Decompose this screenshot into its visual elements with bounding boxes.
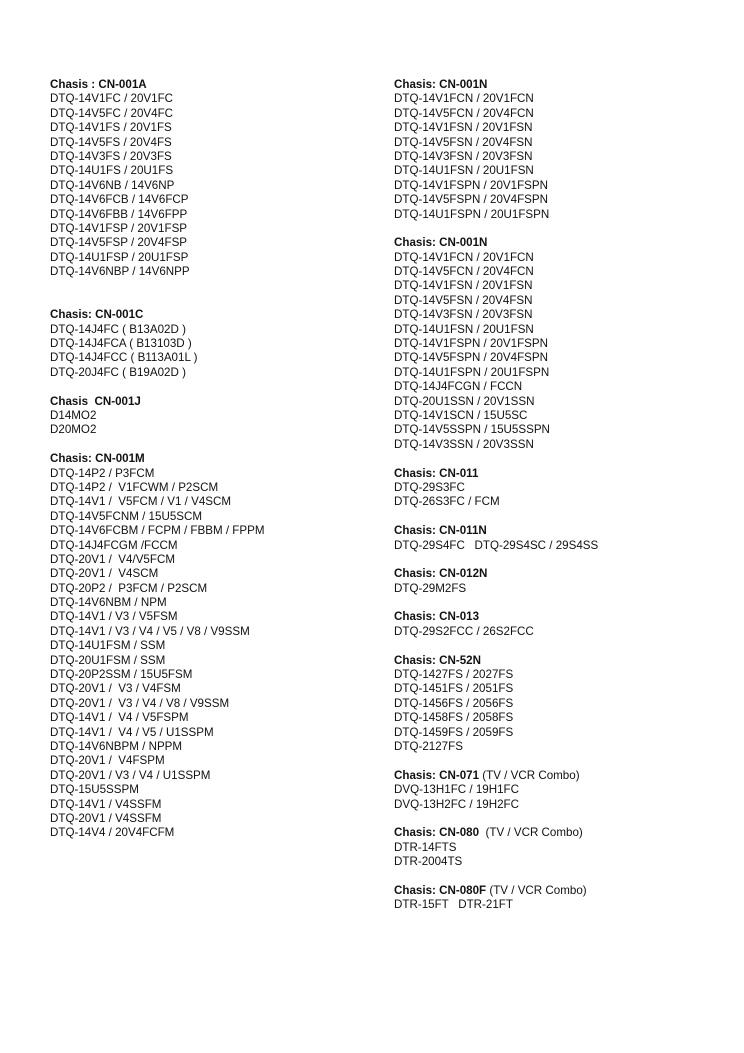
model-line: DTQ-14V1FSPN / 20V1FSPN <box>394 178 548 192</box>
chassis-section <box>394 78 734 222</box>
chassis-note: (TV / VCR Combo) <box>479 826 583 840</box>
model-line: DTQ-14V1FSP / 20V1FSP <box>50 221 188 235</box>
model-line: DTQ-14V5FCNM / 15U5SCM <box>50 509 203 523</box>
chassis-section <box>394 567 734 596</box>
model-line: DTQ-14U1FS / 20U1FS <box>50 164 174 178</box>
model-line: DTQ-14V1 / V4 / V5FSPM <box>50 711 189 725</box>
model-line: DTQ-14V6FCBM / FCPM / FBBM / FPPM <box>50 524 265 538</box>
model-line: DTQ-14V1FCN / 20V1FCN <box>394 250 534 264</box>
chassis-title: Chasis: CN-001C <box>50 308 144 322</box>
model-line: DTQ-14V3FSN / 20V3FSN <box>394 149 533 163</box>
model-line: DTQ-20V1 / V3 / V4 / U1SSPM <box>50 768 211 782</box>
chassis-section <box>394 467 734 510</box>
model-line: DTQ-14J4FCC ( B113A01L ) <box>50 351 198 365</box>
model-line: DTQ-14V6NB / 14V6NP <box>50 178 175 192</box>
model-line: DTQ-14V1 / V4 / V5 / U1SSPM <box>50 725 214 739</box>
chassis-heading <box>394 826 734 840</box>
model-line: DTQ-14V1 / V3 / V5FSM <box>50 610 178 624</box>
model-line: DTR-15FT DTR-21FT <box>394 898 513 912</box>
model-line: DTQ-14V1FSPN / 20V1FSPN <box>394 337 548 351</box>
model-line: DTQ-14V5FC / 20V4FC <box>50 106 174 120</box>
model-line: DTQ-14V1 / V5FCM / V1 / V4SCM <box>50 495 232 509</box>
model-line: DTQ-14U1FSPN / 20U1FSPN <box>394 365 550 379</box>
model-line: DTQ-14P2 / P3FCM <box>50 466 155 480</box>
chassis-section <box>394 826 734 869</box>
model-line: DTR-2004TS <box>394 855 463 869</box>
model-line: DTQ-20J4FC ( B19A02D ) <box>50 365 186 379</box>
model-line: DTQ-14V6FCB / 14V6FCP <box>50 193 189 207</box>
model-line: DTQ-1458FS / 2058FS <box>394 711 514 725</box>
model-line: DTQ-14V6NBM / NPM <box>50 596 167 610</box>
model-line: DTQ-14V5FCN / 20V4FCN <box>394 265 534 279</box>
model-line: DTQ-14V5FCN / 20V4FCN <box>394 106 534 120</box>
model-line: DTQ-20V1 / V4SSFM <box>50 811 162 825</box>
chassis-section <box>50 78 370 294</box>
chassis-heading <box>394 78 734 92</box>
chassis-title: Chasis: CN-013 <box>394 610 480 624</box>
model-line: DTQ-20P2 / P3FCM / P2SCM <box>50 581 208 595</box>
chassis-title: Chasis: CN-080F <box>394 883 487 897</box>
model-line: DTQ-20V1 / V4SCM <box>50 567 159 581</box>
chassis-note: (TV / VCR Combo) <box>479 768 580 782</box>
model-line: DTQ-14J4FC ( B13A02D ) <box>50 322 186 336</box>
model-line: DTQ-14V3FS / 20V3FS <box>50 149 172 163</box>
chassis-heading <box>50 452 370 466</box>
model-line: DTQ-20V1 / V3 / V4 / V8 / V9SSM <box>50 696 230 710</box>
chassis-section <box>394 610 734 639</box>
model-line: DTQ-14V1FCN / 20V1FCN <box>394 92 534 106</box>
model-line: DTQ-14V1FC / 20V1FC <box>50 92 174 106</box>
model-line: DTQ-14V5FSN / 20V4FSN <box>394 293 533 307</box>
model-line: DTQ-14V5SSPN / 15U5SSPN <box>394 423 550 437</box>
model-line: DTQ-14V1FSN / 20V1FSN <box>394 121 533 135</box>
chassis-section <box>394 884 734 913</box>
model-line: DTQ-14J4FCGN / FCCN <box>394 380 523 394</box>
chassis-section <box>50 395 370 438</box>
model-line: DTQ-15U5SSPM <box>50 783 139 797</box>
model-line: DTQ-14V4 / 20V4FCFM <box>50 826 175 840</box>
model-line: DTQ-14U1FSP / 20U1FSP <box>50 250 189 264</box>
right-column <box>394 78 734 927</box>
model-line: DTQ-14V6FBB / 14V6FPP <box>50 207 188 221</box>
model-line: DTQ-1459FS / 2059FS <box>394 725 514 739</box>
model-line: DTQ-20V1 / V4FSPM <box>50 754 165 768</box>
chassis-heading <box>394 884 734 898</box>
model-line: D14MO2 <box>50 408 97 422</box>
chassis-section <box>50 452 370 841</box>
model-line: DTQ-20P2SSM / 15U5FSM <box>50 668 193 682</box>
model-line: DTQ-14V5FSN / 20V4FSN <box>394 135 533 149</box>
chassis-heading <box>394 654 734 668</box>
model-line: DTQ-14U1FSPN / 20U1FSPN <box>394 207 550 221</box>
model-line: DTQ-14P2 / V1FCWM / P2SCM <box>50 480 219 494</box>
chassis-section <box>50 308 370 380</box>
model-line: DTQ-14V1 / V3 / V4 / V5 / V8 / V9SSM <box>50 624 250 638</box>
chassis-section <box>394 236 734 452</box>
model-line: DTQ-1427FS / 2027FS <box>394 668 514 682</box>
chassis-title: Chasis: CN-001N <box>394 236 488 250</box>
model-line: DTQ-26S3FC / FCM <box>394 495 500 509</box>
chassis-section <box>394 524 734 553</box>
model-line: DTQ-14V5FSPN / 20V4FSPN <box>394 193 548 207</box>
model-line <box>50 279 370 293</box>
model-line: DVQ-13H1FC / 19H1FC <box>394 783 519 797</box>
chassis-note: (TV / VCR Combo) <box>486 883 587 897</box>
chassis-heading <box>394 610 734 624</box>
model-line: DVQ-13H2FC / 19H2FC <box>394 797 519 811</box>
model-line: DTQ-14V3SSN / 20V3SSN <box>394 437 534 451</box>
chassis-title: Chasis: CN-071 <box>394 768 480 782</box>
left-column <box>50 78 370 855</box>
chassis-title: Chasis: CN-001M <box>50 452 145 466</box>
model-line: DTQ-2127FS <box>394 739 463 753</box>
model-line: DTQ-14V6NBP / 14V6NPP <box>50 265 190 279</box>
model-line: DTQ-20U1SSN / 20V1SSN <box>394 394 535 408</box>
model-line: DTQ-14V5FS / 20V4FS <box>50 135 172 149</box>
model-line: DTQ-29M2FS <box>394 581 467 595</box>
model-line: DTQ-20V1 / V4/V5FCM <box>50 552 175 566</box>
chassis-title: Chasis: CN-011N <box>394 524 487 538</box>
model-line: DTQ-14V6NBPM / NPPM <box>50 739 183 753</box>
model-line: DTQ-1451FS / 2051FS <box>394 682 514 696</box>
model-line: DTQ-14V1 / V4SSFM <box>50 797 162 811</box>
chassis-heading <box>394 236 734 250</box>
model-line: DTQ-14U1FSM / SSM <box>50 639 166 653</box>
chassis-title: Chasis: CN-080 <box>394 826 480 840</box>
model-line: DTQ-14U1FSN / 20U1FSN <box>394 164 534 178</box>
chassis-title: Chasis: CN-52N <box>394 653 481 667</box>
chassis-heading <box>394 769 734 783</box>
chassis-section <box>394 769 734 812</box>
model-line: DTQ-29S3FC <box>394 480 465 494</box>
chassis-title: Chasis CN-001J <box>50 394 141 408</box>
chassis-heading <box>50 395 370 409</box>
chassis-title: Chasis: CN-001N <box>394 78 488 91</box>
model-line: DTQ-1456FS / 2056FS <box>394 696 514 710</box>
chassis-title: Chasis : CN-001A <box>50 78 147 91</box>
chassis-heading <box>394 567 734 581</box>
model-line: DTQ-14V1SCN / 15U5SC <box>394 408 528 422</box>
model-line: DTQ-14V1FS / 20V1FS <box>50 121 172 135</box>
chassis-title: Chasis: CN-011 <box>394 466 479 480</box>
model-line: DTQ-14V1FSN / 20V1FSN <box>394 279 533 293</box>
chassis-heading <box>50 308 370 322</box>
chassis-title: Chasis: CN-012N <box>394 567 488 581</box>
chassis-heading <box>394 524 734 538</box>
model-line: DTQ-20U1FSM / SSM <box>50 653 166 667</box>
chassis-heading <box>394 467 734 481</box>
model-line: DTQ-14U1FSN / 20U1FSN <box>394 322 534 336</box>
chassis-heading <box>50 78 370 92</box>
model-line: DTQ-14V5FSP / 20V4FSP <box>50 236 188 250</box>
chassis-section <box>394 654 734 755</box>
model-line: DTQ-29S2FCC / 26S2FCC <box>394 624 534 638</box>
model-line: DTQ-20V1 / V3 / V4FSM <box>50 682 181 696</box>
model-line: D20MO2 <box>50 423 97 437</box>
model-line: DTQ-14J4FCGM /FCCM <box>50 538 178 552</box>
model-line: DTQ-14V3FSN / 20V3FSN <box>394 308 533 322</box>
model-line: DTQ-14J4FCA ( B13103D ) <box>50 337 192 351</box>
model-line: DTR-14FTS <box>394 840 457 854</box>
model-line: DTQ-14V5FSPN / 20V4FSPN <box>394 351 548 365</box>
model-line: DTQ-29S4FC DTQ-29S4SC / 29S4SS <box>394 538 599 552</box>
